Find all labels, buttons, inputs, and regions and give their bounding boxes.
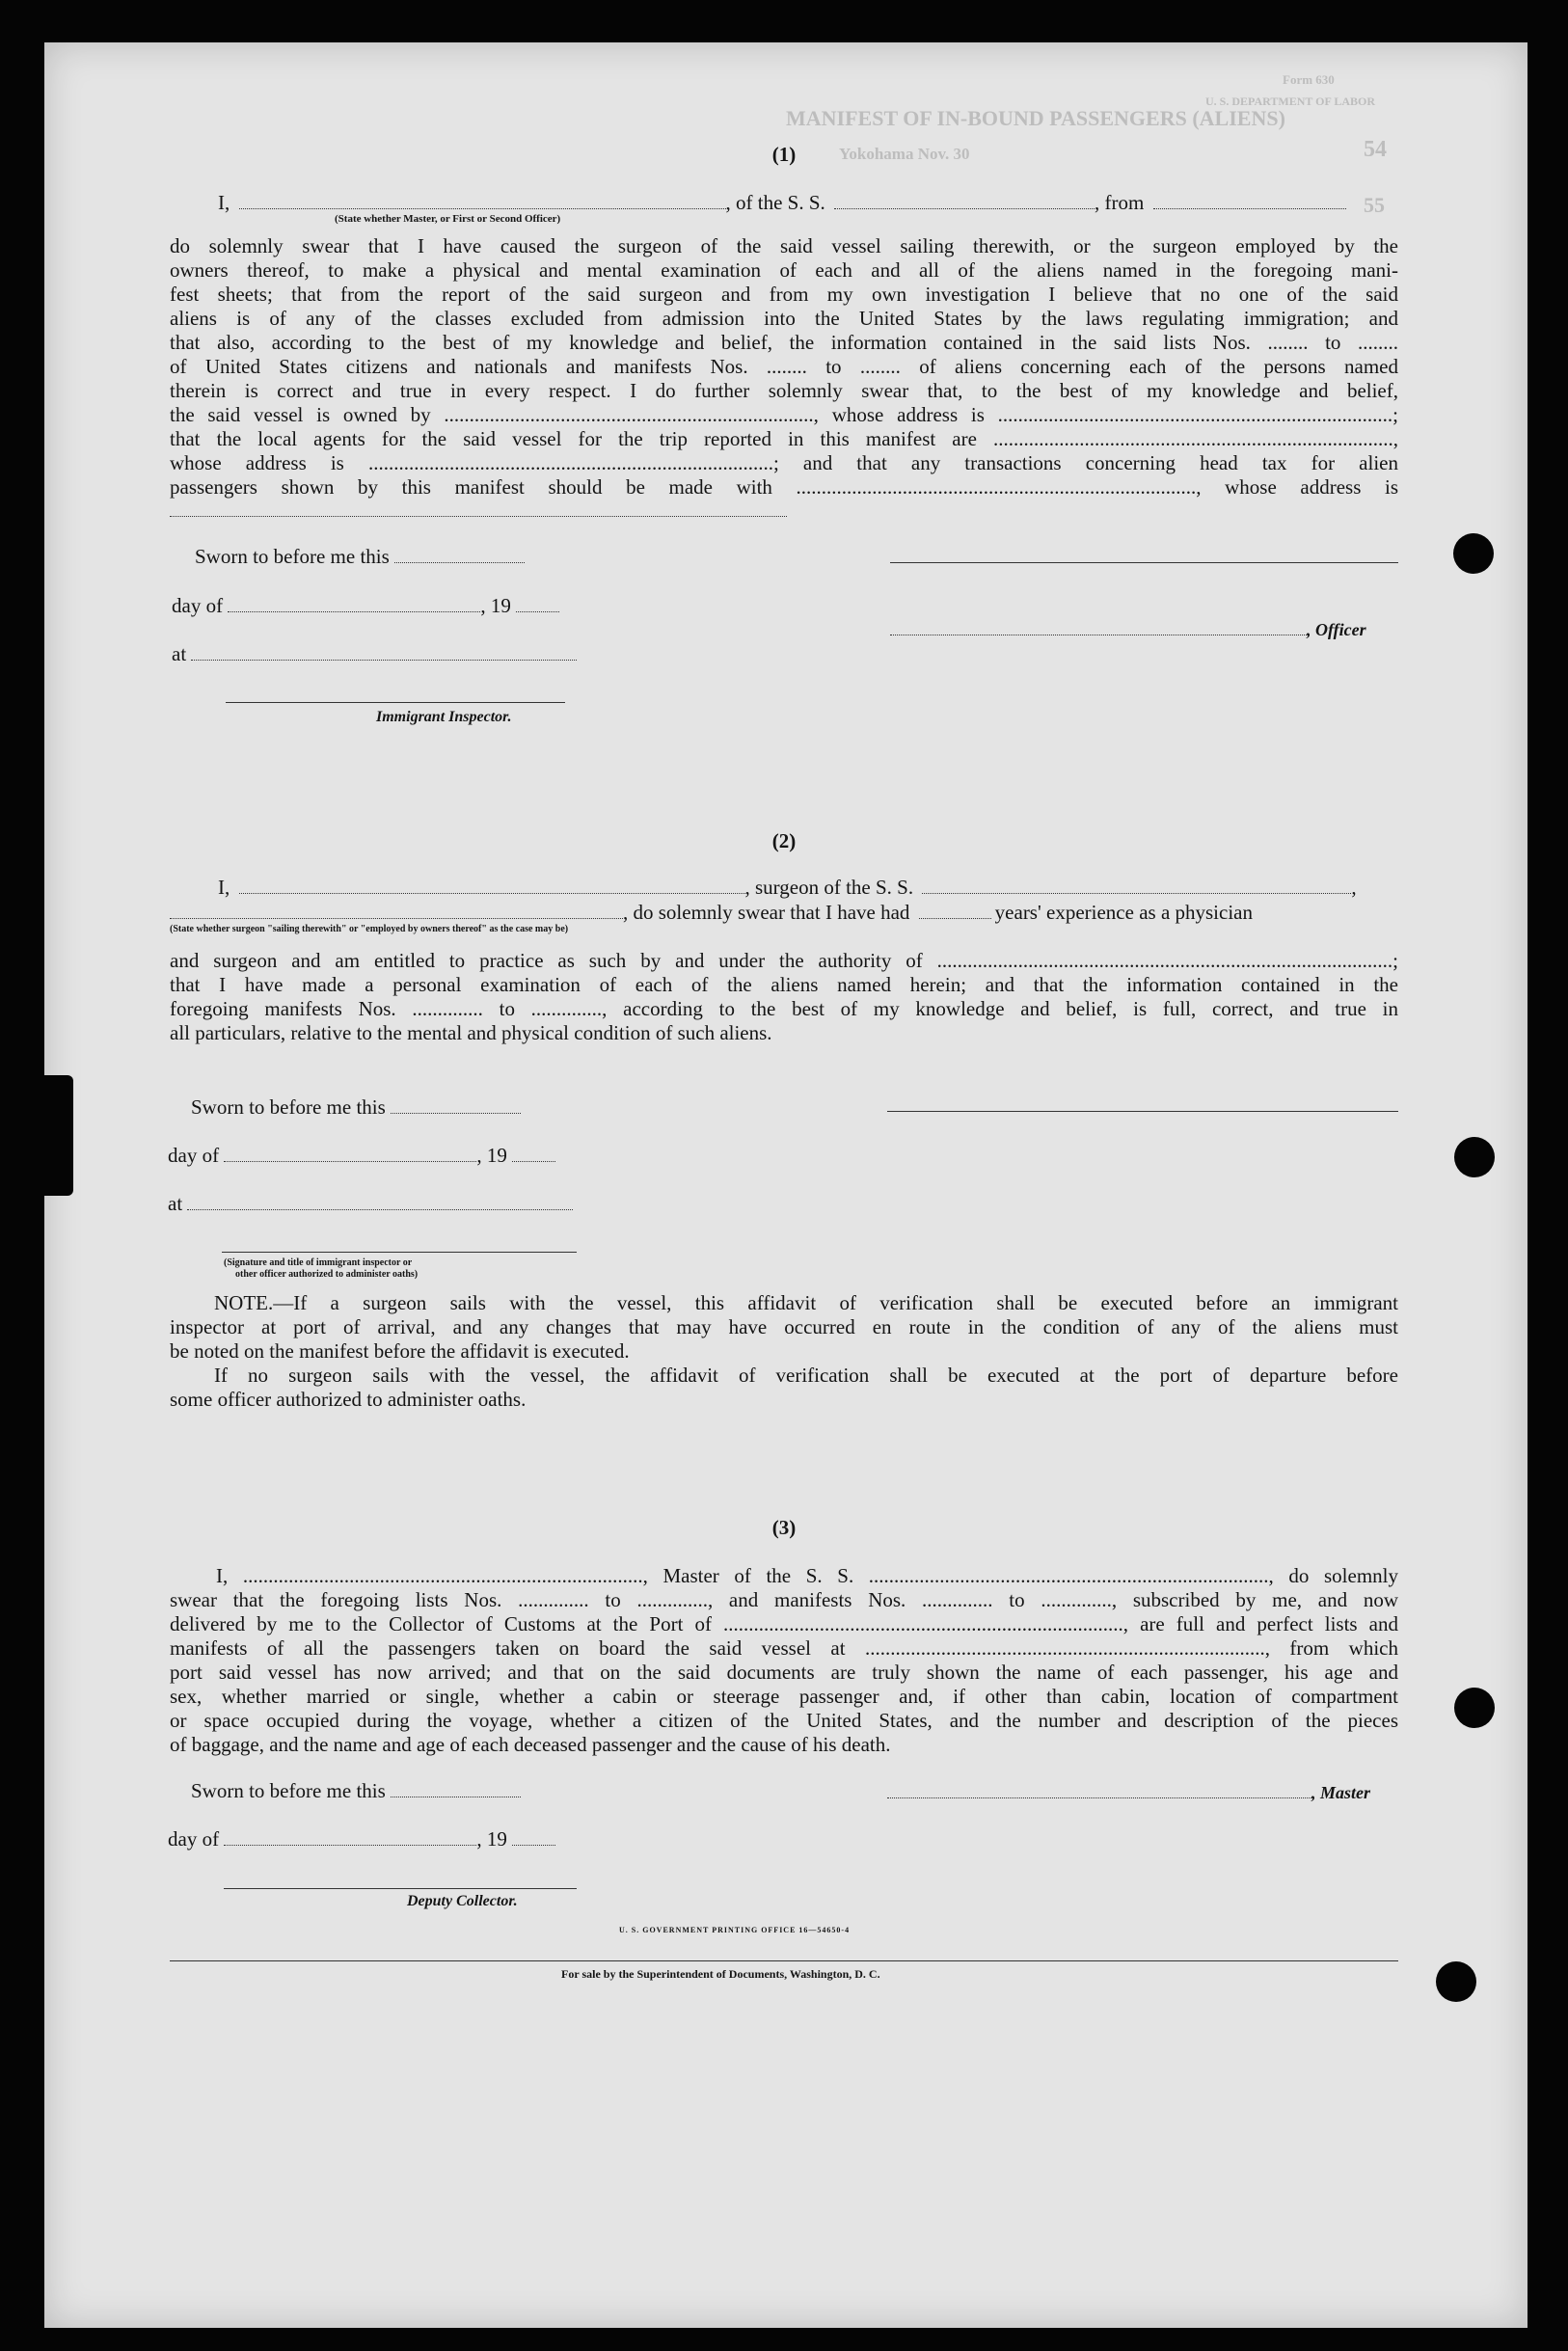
s3-para-7: of baggage, and the name and age of each deceased passenger and the cause of his death. (170, 1733, 891, 1756)
s2-para-0: and surgeon and am entitled to practice as such by and under the authority of ..........................................................................................; (170, 949, 1398, 972)
s1-i: I, (218, 191, 230, 214)
s2-at-label: at (168, 1192, 183, 1215)
s1-officer-blank[interactable] (239, 193, 726, 209)
s3-para-6: or space occupied during the voyage, whether a citizen of the United States, and the number and description of the pieces (170, 1709, 1398, 1732)
bleed-dept: U. S. DEPARTMENT OF LABOR (1205, 95, 1376, 108)
s1-para-6: therein is correct and true in every respect. I do further solemnly swear that, to the best of my knowledge and belief, (170, 379, 1398, 402)
s2-note-1: inspector at port of arrival, and any changes that may have occurred en route in the condition of any of the aliens must (170, 1315, 1398, 1338)
s1-address-blank[interactable] (170, 516, 787, 517)
s1-dayof (172, 594, 559, 617)
s2-year-label: , 19 (476, 1144, 507, 1167)
s1-inspector: Immigrant Inspector. (376, 709, 512, 725)
s1-year-label: , 19 (480, 594, 511, 617)
section-3-number: (3) (771, 1516, 797, 1539)
s2-oath-line (218, 876, 1398, 899)
s2-caption: (State whether surgeon "sailing therewith" or "employed by owners thereof" as the case may be) (170, 924, 569, 934)
s1-signature-line[interactable] (890, 562, 1398, 563)
s1-inspector-line[interactable] (226, 702, 565, 703)
s1-officer: , Officer (1307, 620, 1366, 639)
section-1-number: (1) (771, 143, 797, 166)
s2-note-4: some officer authorized to administer oaths. (170, 1388, 527, 1411)
s1-para-5: of United States citizens and nationals and manifests Nos. ........ to ........ of aliens concerning each of the persons named (170, 355, 1398, 378)
s1-from-blank[interactable] (1153, 193, 1346, 209)
s2-line2 (170, 901, 1398, 924)
s2-ship-blank[interactable] (922, 878, 1351, 894)
s3-para-4: port said vessel has now arrived; and that on the said documents are truly shown the name of each passenger, his age and (170, 1661, 1398, 1684)
s3-para-1: swear that the foregoing lists Nos. .............. to .............., and manifests Nos. .............. to .............., subscribed by me, and now (170, 1588, 1398, 1611)
s1-officer-sign-blank[interactable] (890, 619, 1307, 635)
s1-dayof-label: day of (172, 594, 224, 617)
s2-dayof (168, 1144, 555, 1167)
s1-ofss: , of the S. S. (725, 191, 825, 214)
s3-deputy-line[interactable] (224, 1888, 577, 1889)
s2-sworn (191, 1095, 521, 1119)
s1-at-blank[interactable] (191, 644, 577, 661)
s3-master: , Master (1311, 1783, 1371, 1802)
s2-surgeon: , surgeon of the S. S. (744, 876, 914, 899)
s3-master-line (887, 1780, 1370, 1804)
s3-para-3: manifests of all the passengers taken on board the said vessel at ..............................................................................., from which (170, 1636, 1398, 1660)
s1-para-0: do solemnly swear that I have caused the surgeon of the said vessel sailing therewith, or the surgeon employed by the (170, 234, 1398, 257)
bleed-subtitle: Yokohama Nov. 30 (839, 145, 970, 163)
s2-at-blank[interactable] (187, 1194, 573, 1210)
bleed-margin-top: 54 (1364, 137, 1387, 162)
s2-dayof-label: day of (168, 1144, 220, 1167)
s1-at (172, 642, 577, 665)
s2-sigcap-1: (Signature and title of immigrant inspector or (224, 1257, 413, 1268)
footer-rule (170, 1960, 1398, 1961)
s2-years: years' experience as a physician (994, 901, 1253, 924)
s1-officer-line (890, 617, 1366, 641)
s2-end: , (1351, 876, 1357, 899)
s1-caption: (State whether Master, or First or Second Officer) (335, 213, 561, 225)
s2-year-blank[interactable] (512, 1146, 555, 1162)
punch-hole (1454, 1137, 1495, 1177)
s3-dayof-label: day of (168, 1827, 220, 1851)
s1-ship-blank[interactable] (834, 193, 1095, 209)
s2-swear: , do solemnly swear that I have had (623, 901, 910, 924)
s3-year-label: , 19 (476, 1827, 507, 1851)
s3-para-2: delivered by me to the Collector of Customs at the Port of ..............................................................................., are full and perfect lists and (170, 1612, 1398, 1635)
s3-sworn-label: Sworn to before me this (191, 1779, 386, 1802)
gpo-imprint: U. S. GOVERNMENT PRINTING OFFICE 16—54650-4 (619, 1926, 851, 1934)
s2-para-2: foregoing manifests Nos. .............. to .............., according to the best of my knowledge and belief, is full, correct, and true in (170, 997, 1398, 1020)
s3-sworn-blank[interactable] (391, 1781, 521, 1797)
punch-hole (1453, 533, 1494, 574)
s2-note-2: be noted on the manifest before the affidavit is executed. (170, 1339, 630, 1363)
s1-oath-line (218, 191, 1398, 214)
s2-inspector-line[interactable] (222, 1252, 577, 1253)
sale-note: For sale by the Superintendent of Documents, Washington, D. C. (561, 1967, 880, 1981)
bleed-form-no: Form 630 (1283, 72, 1335, 87)
s3-para-5: sex, whether married or single, whether a cabin or steerage passenger and, if other than cabin, location of compartment (170, 1685, 1398, 1708)
s2-note-0: NOTE.—If a surgeon sails with the vessel, this affidavit of verification shall be executed before an immigrant (214, 1291, 1398, 1314)
s2-signature-line[interactable] (887, 1111, 1398, 1112)
s3-dayof (168, 1827, 555, 1851)
s1-at-label: at (172, 642, 187, 665)
s1-year-blank[interactable] (516, 596, 559, 612)
s3-master-blank[interactable] (887, 1782, 1311, 1798)
s1-sworn-label: Sworn to before me this (195, 545, 390, 568)
s1-para-8: that the local agents for the said vessel for the trip reported in this manifest are ..............................................................................., (170, 427, 1398, 450)
s1-para-9: whose address is ................................................................................; and that any transactions concerning head tax for alien (170, 451, 1398, 474)
s1-para-7: the said vessel is owned by ........................................................................., whose address is ..............................................................................; (170, 403, 1398, 426)
s1-para-1: owners thereof, to make a physical and mental examination of each and all of the aliens named in the foregoing mani- (170, 258, 1398, 282)
s3-day-blank[interactable] (224, 1829, 476, 1846)
s3-year-blank[interactable] (512, 1829, 555, 1846)
s1-para-3: aliens is of any of the classes excluded from admission into the United States by the laws regulating immigration; and (170, 307, 1398, 330)
s1-para-10: passengers shown by this manifest should be made with ..............................................................................., whose address is (170, 475, 1398, 499)
s1-from: , from (1095, 191, 1145, 214)
torn-edge (44, 1075, 73, 1196)
s1-sworn-blank[interactable] (394, 547, 525, 563)
bleed-margin: 55 (1364, 193, 1385, 217)
s2-i: I, (218, 876, 230, 899)
s2-para-3: all particulars, relative to the mental and physical condition of such aliens. (170, 1021, 772, 1044)
s2-note-3: If no surgeon sails with the vessel, the affidavit of verification shall be executed at the port of departure before (214, 1364, 1398, 1387)
punch-hole (1436, 1961, 1476, 2002)
s2-day-blank[interactable] (224, 1146, 476, 1162)
s2-status-blank[interactable] (170, 903, 623, 919)
s2-sigcap-2: other officer authorized to administer oaths) (235, 1269, 419, 1280)
bleed-title: MANIFEST OF IN-BOUND PASSENGERS (ALIENS) (786, 106, 1285, 130)
s2-name-blank[interactable] (239, 878, 745, 894)
s2-years-blank[interactable] (919, 903, 991, 919)
s2-sworn-label: Sworn to before me this (191, 1095, 386, 1119)
punch-hole (1454, 1688, 1495, 1728)
s3-para-0: I, ..............................................................................., Master of the S. S. ..............................................................................., do solemnly (216, 1564, 1398, 1587)
s2-sworn-blank[interactable] (391, 1097, 521, 1114)
s3-deputy: Deputy Collector. (407, 1893, 518, 1909)
s1-para-2: fest sheets; that from the report of the said surgeon and from my own investigation I believe that no one of the said (170, 283, 1398, 306)
s2-at (168, 1192, 573, 1215)
section-2-number: (2) (771, 829, 797, 852)
s1-sworn (195, 545, 525, 568)
s1-day-blank[interactable] (228, 596, 480, 612)
s3-sworn (191, 1779, 521, 1802)
s2-para-1: that I have made a personal examination of each of the aliens named herein; and that the information contained in the (170, 973, 1398, 996)
s1-para-4: that also, according to the best of my knowledge and belief, the information contained in the said lists Nos. ........ to ........ (170, 331, 1398, 354)
